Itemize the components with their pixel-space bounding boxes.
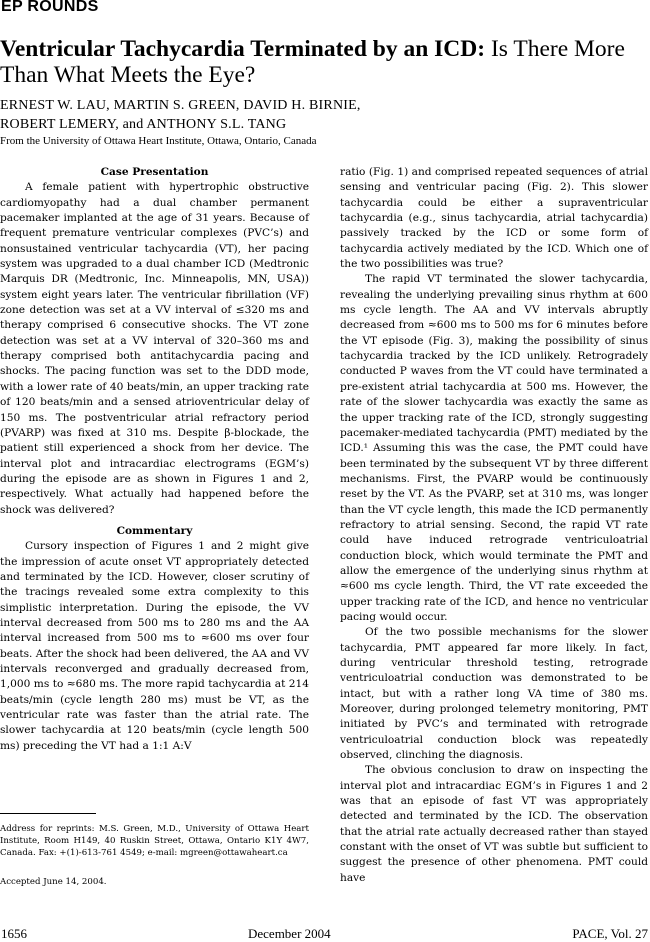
commentary-text: Cursory inspection of Figures 1 and 2 might give the impression of acute onset VT appropriately detected and terminated by the ICD. However, closer scrutiny of the tracings revealed some extra complexity to this simplistic interpretation. During the episode, the VV interval decreased from 500 ms to 280 ms and the AA interval increased from 500 ms to ≈600 ms over four beats. After the shock had been delivered, the AA and VV intervals reconverged and gradually decreased from, 1,000 ms to ≈680 ms. The more rapid tachycardia at 214 beats/min (cycle length 280 ms) must be VT, as the ventricular rate was faster than the atrial rate. The slower tachycardia at 120 beats/min (cycle length 500 ms) preceding the VT had a 1:1 A:V [0,540,309,752]
commentary-heading: Commentary [116,524,193,537]
article-title [0,36,648,88]
authors-line-2: ROBERT LEMERY, and ANTHONY S.L. TANG [0,117,287,132]
author-list [0,96,648,134]
issue-date: December 2004 [248,926,331,941]
right-column [340,165,648,886]
right-paragraph-4: The obvious conclusion to draw on inspecting the interval plot and intracardiac EGM’s in Figures 1 and 2 was that an episode of fast VT was appropriately detected and terminated by the ICD. The observation that the atrial rate actually decreased rather than stayed constant with the onset of VT was subtle but sufficient to suggest the presence of other phenomena. PMT could have [340,764,648,884]
authors-line-1: ERNEST W. LAU, MARTIN S. GREEN, DAVID H. BIRNIE, [0,98,361,113]
right-paragraph-2: The rapid VT terminated the slower tachycardia, revealing the underlying prevailing sinus rhythm at 600 ms cycle length. The AA and VV intervals abruptly decreased from ≈600 ms to 500 ms for 6 minutes before the VT episode (Fig. 3), making the possibility of sinus tachycardia tracked by the ICD unlikely. Retrogradely conducted P waves from the VT could have terminated a pre-existent atrial tachycardia at 500 ms. However, the rate of the slower tachycardia was exactly the same as the upper tracking rate of the ICD, strongly suggesting pacemaker-mediated tachycardia (PMT) mediated by the ICD.¹ Assuming this was the case, the PMT could have been terminated by the subsequent VT by three different mechanisms. First, the PVARP would be continuously reset by the VT. As the PVARP, set at 310 ms, was longer than the VT cycle length, this made the ICD permanently refractory to atrial sensing. Second, the rapid VT rate could have induced retrograde ventriculoatrial conduction block, which would terminate the PMT and allow the emergence of the underlying sinus rhythm at ≈600 ms cycle length. Third, the VT rate exceeded the upper tracking rate of the ICD, and hence no ventricular pacing would occur. [340,273,648,623]
case-presentation-text: A female patient with hypertrophic obstructive cardiomyopathy had a dual chamber permanent pacemaker implanted at the age of 31 years. Because of frequent premature ventricular complexes (PVC’s) and nonsustained ventricular tachycardia (VT), her pacing system was upgraded to a dual chamber ICD (Medtronic Marquis DR (Medtronic, Inc. Minneapolis, MN, USA)) system eight years later. The ventricular fibrillation (VF) zone detection was set at a VV interval of ≤320 ms and therapy comprised 6 consecutive shocks. The VT zone detection was set at a VV interval of 320–360 ms and therapy comprised both antitachycardia pacing and shocks. The pacing function was set to the DDD mode, with a lower rate of 40 beats/min, an upper tracking rate of 120 beats/min and a sensed atrioventricular delay of 150 ms. The postventricular atrial refractory period (PVARP) was fixed at 310 ms. Despite β-blockade, the patient still experienced a shock from her device. The interval plot and intracardiac electrograms (EGM’s) during the episode are as shown in Figures 1 and 2, respectively. What actually had happened before the shock was delivered? [0,181,309,516]
right-paragraph-3: Of the two possible mechanisms for the slower tachycardia, PMT appeared far more likely. In fact, during ventricular threshold testing, retrograde ventriculoatrial conduction was demonstrated to be intact, but with a rather long VA time of 380 ms. Moreover, during prolonged telemetry monitoring, PMT initiated by PVC’s and terminated with retrograde ventriculoatrial conduction block was repeatedly observed, clinching the diagnosis. [340,626,648,762]
title-rest: Is There More Than What Meets the Eye? [0,36,625,88]
section-label: EP ROUNDS [1,0,99,15]
right-paragraph-1: ratio (Fig. 1) and comprised repeated sequences of atrial sensing and ventricular pacing (Fig. 2). This slower tachycardia could be either a supraventricular tachycardia (e.g., sinus tachycardia, atrial tachycardia) passively tracked by the ICD or some form of tachycardia actively mediated by the ICD. Which one of the two possibilities was true? [340,166,648,271]
case-presentation-heading: Case Presentation [100,166,209,178]
title-bold: Ventricular Tachycardia Terminated by an ICD: [0,36,486,62]
footnote-divider [0,813,96,814]
page-number: 1656 [1,926,27,941]
journal-name: PACE, Vol. 27 [572,926,648,941]
affiliation: From the University of Ottawa Heart Institute, Ottawa, Ontario, Canada [0,135,317,147]
left-column [0,165,309,754]
reprint-address: Address for reprints: M.S. Green, M.D., University of Ottawa Heart Institute, Room H149, 40 Ruskin Street, Ottawa, Ontario K1Y 4W7, Canada. Fax: +(1)-613-761 4549; e-mail: mgreen@ottawaheart.ca [0,824,309,859]
accepted-date: Accepted June 14, 2004. [0,877,107,887]
